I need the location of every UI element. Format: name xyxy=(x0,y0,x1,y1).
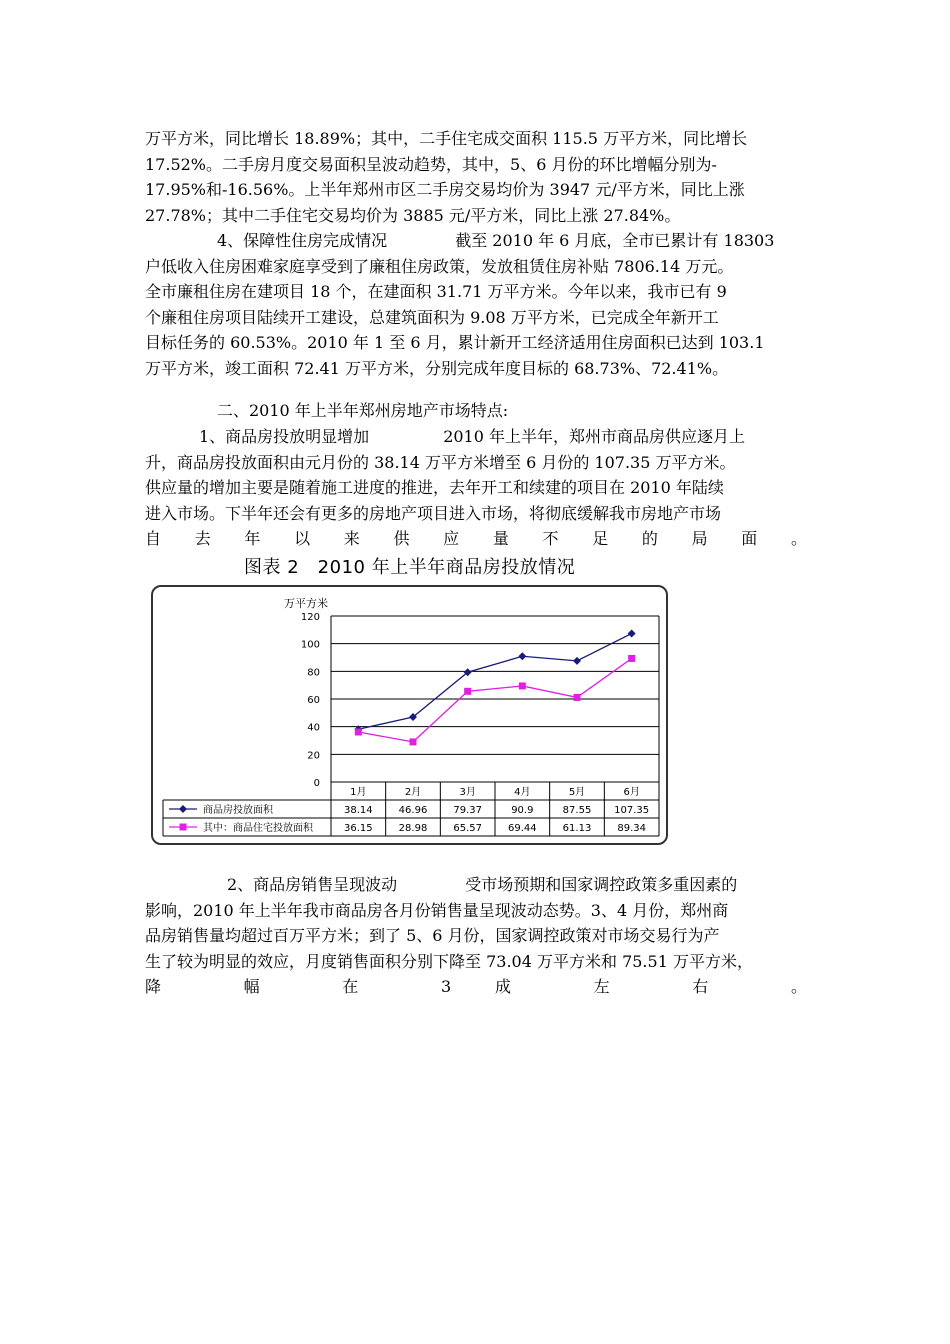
data-label: 61.13 xyxy=(562,823,592,834)
line-chart xyxy=(153,587,666,843)
data-point xyxy=(355,728,362,735)
data-label: 107.35 xyxy=(614,805,650,816)
series-line-1 xyxy=(358,633,631,729)
text-line: 降 幅 在 3 成 左 右 。 xyxy=(145,977,807,997)
text-line: 万平方米，竣工面积 72.41 万平方米，分别完成年度目标的 68.73%、72.41%。 xyxy=(145,358,729,378)
data-label: 28.98 xyxy=(398,823,428,834)
paragraph-supply-increase xyxy=(145,424,807,552)
data-label: 89.34 xyxy=(617,823,646,834)
y-tick-label: 80 xyxy=(307,667,320,679)
text-line: 个廉租住房项目陆续开工建设，总建筑面积为 9.08 万平方米，已完成全年新开工 xyxy=(145,307,719,327)
text-line: 17.52%。二手房月度交易面积呈波动趋势，其中，5、6 月份的环比增幅分别为- xyxy=(145,154,717,174)
legend-label: 商品房投放面积 xyxy=(203,805,273,816)
y-tick-label: 0 xyxy=(313,778,320,789)
text-line: 进入市场。下半年还会有更多的房地产项目进入市场，将彻底缓解我市房地产市场 xyxy=(145,503,722,523)
subheading: 4、保障性住房完成情况 xyxy=(217,231,388,250)
y-tick-label: 120 xyxy=(300,612,320,623)
text-line: 4、保障性住房完成情况 截至 2010 年 6 月底，全市已累计有 18303 xyxy=(217,231,775,250)
y-axis-label: 万平方米 xyxy=(284,597,328,610)
text-line: 全市廉租住房在建项目 18 个，在建面积 31.71 万平方米。今年以来，我市已有 9 xyxy=(145,282,727,302)
section-heading: 二、2010 年上半年郑州房地产市场特点: xyxy=(217,401,509,420)
data-label: 38.14 xyxy=(344,805,373,816)
y-tick-label: 40 xyxy=(307,722,320,734)
x-tick-label: 2月 xyxy=(404,787,422,798)
text-line: 17.95%和-16.56%。上半年郑州市区二手房交易均价为 3947 元/平方米，同比上涨 xyxy=(145,180,745,200)
data-point xyxy=(519,682,526,689)
x-tick-label: 1月 xyxy=(350,787,367,798)
x-tick-label: 6月 xyxy=(623,787,640,798)
data-label: 79.37 xyxy=(453,805,482,816)
text-line: 户低收入住房困难家庭享受到了廉租住房政策，发放租赁住房补贴 7806.14 万元。 xyxy=(145,256,734,276)
text-line: 生了较为明显的效应，月度销售面积分别下降至 73.04 万平方米和 75.51 万平方米， xyxy=(145,951,753,971)
data-label: 87.55 xyxy=(562,805,592,816)
text-line: 升，商品房投放面积由元月份的 38.14 万平方米增至 6 月份的 107.35 万平方米。 xyxy=(145,452,736,472)
paragraph-sales-fluctuation xyxy=(145,872,807,1000)
y-tick-label: 100 xyxy=(300,639,320,651)
text-line: 27.78%；其中二手住宅交易均价为 3885 元/平方米，同比上涨 27.84%。 xyxy=(145,205,681,225)
data-point xyxy=(464,688,471,695)
data-label: 46.96 xyxy=(398,805,428,816)
data-point xyxy=(573,657,581,665)
data-point xyxy=(410,738,417,745)
data-point xyxy=(518,652,526,660)
text-line: 影响，2010 年上半年我市商品房各月份销售量呈现波动态势。3、4 月份，郑州商 xyxy=(145,900,729,920)
x-tick-label: 3月 xyxy=(459,787,476,798)
chart-frame xyxy=(151,585,668,845)
legend-label: 其中：商品住宅投放面积 xyxy=(203,823,313,834)
text-line: 2、商品房销售呈现波动 受市场预期和国家调控政策多重因素的 xyxy=(227,875,738,894)
subheading: 1、商品房投放明显增加 xyxy=(199,427,370,446)
chart-title: 图表 2 2010 年上半年商品房投放情况 xyxy=(244,557,576,578)
x-tick-label: 5月 xyxy=(568,787,586,798)
data-label: 69.44 xyxy=(508,823,537,834)
paragraph-second-hand-housing xyxy=(145,126,807,228)
legend-marker xyxy=(179,805,187,813)
y-tick-label: 60 xyxy=(307,695,320,706)
text-line: 目标任务的 60.53%。2010 年 1 至 6 月，累计新开工经济适用住房面积已达到 103.1 xyxy=(145,333,765,353)
y-tick-label: 20 xyxy=(307,750,320,762)
subheading: 2、商品房销售呈现波动 xyxy=(227,875,398,894)
data-point xyxy=(628,655,635,662)
data-point xyxy=(628,629,636,637)
text-line: 自 去 年 以 来 供 应 量 不 足 的 局 面 。 xyxy=(145,529,807,549)
text-line: 供应量的增加主要是随着施工进度的推进，去年开工和续建的项目在 2010 年陆续 xyxy=(145,478,724,498)
data-point xyxy=(574,694,581,701)
legend-marker xyxy=(180,824,187,831)
text-line: 1、商品房投放明显增加 2010 年上半年，郑州市商品房供应逐月上 xyxy=(199,427,745,446)
text-line: 品房销售量均超过百万平方米；到了 5、6 月份，国家调控政策对市场交易行为产 xyxy=(145,926,720,946)
data-label: 36.15 xyxy=(344,823,373,834)
x-tick-label: 4月 xyxy=(514,787,531,798)
data-label: 65.57 xyxy=(453,823,482,834)
text-line: 万平方米，同比增长 18.89%；其中，二手住宅成交面积 115.5 万平方米，同比增长 xyxy=(145,129,748,148)
paragraph-affordable-housing xyxy=(145,228,807,382)
data-label: 90.9 xyxy=(511,805,534,816)
